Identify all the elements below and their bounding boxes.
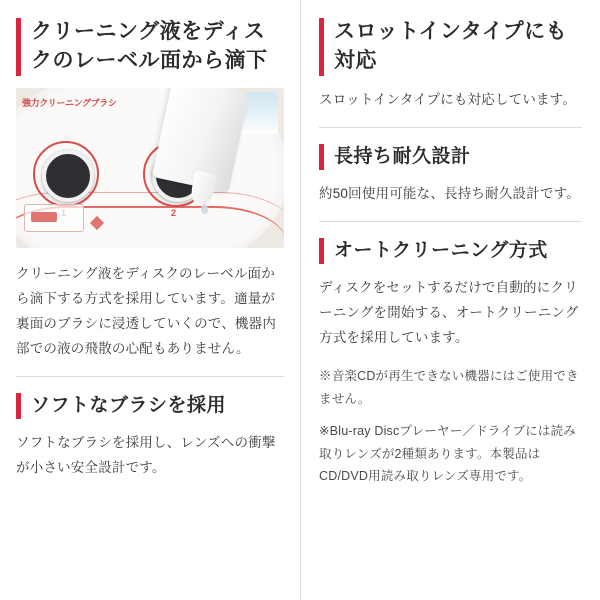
heading-slot-in-support (319, 18, 582, 76)
section-divider-right-1 (319, 127, 582, 128)
body-soft-brush: ソフトなブラシを採用し、レンズへの衝撃が小さい安全設計です。 (16, 435, 276, 475)
accent-bar (16, 393, 21, 419)
heading-durability (319, 144, 582, 170)
heading-text: スロットインタイプにも対応 (334, 20, 568, 72)
heading-cleaning-liquid-drop (16, 18, 284, 76)
photo-tag-icon (24, 204, 84, 232)
right-column (300, 0, 600, 600)
accent-bar (319, 238, 324, 264)
accent-bar (319, 144, 324, 170)
hub-number-2: 2 (171, 207, 177, 218)
note-audio-cd: ※音楽CDが再生できない機器にはご使用できません。 (319, 369, 579, 406)
photo-product-label: 強力クリーニングブラシ (22, 97, 117, 108)
heading-text: ソフトなブラシを採用 (31, 394, 227, 416)
section-divider-left (16, 376, 284, 377)
heading-auto-cleaning (319, 238, 582, 264)
heading-text: 長持ち耐久設計 (334, 145, 471, 167)
accent-bar (319, 18, 324, 76)
body-slot-in-support: スロットインタイプにも対応しています。 (319, 91, 577, 107)
section-divider-right-2 (319, 221, 582, 222)
heading-text: クリーニング液をディスクのレーベル面から滴下 (31, 20, 268, 72)
body-auto-cleaning: ディスクをセットするだけで自動的にクリーニングを開始する、オートクリーニング方式を採用しています。 (319, 280, 579, 346)
note-bluray-lens: ※Blu-ray Discプレーヤー／ドライブには読み取りレンズが2種類あります。本製品はCD/DVD用読み取りレンズ専用です。 (319, 424, 576, 484)
heading-soft-brush (16, 393, 284, 419)
body-cleaning-liquid-drop: クリーニング液をディスクのレーベル面から滴下する方式を採用しています。適量が裏面のブラシに浸透していくので、機器内部での液の飛散の心配もありません。 (16, 265, 277, 356)
accent-bar (16, 18, 21, 76)
disc-hub-1 (42, 150, 94, 202)
bottle-icon (31, 212, 57, 222)
product-photo-disc-cleaning (16, 88, 284, 248)
liquid-drop (201, 204, 208, 214)
heading-text: オートクリーニング方式 (334, 240, 548, 262)
body-durability: 約50回使用可能な、長持ち耐久設計です。 (319, 186, 580, 202)
